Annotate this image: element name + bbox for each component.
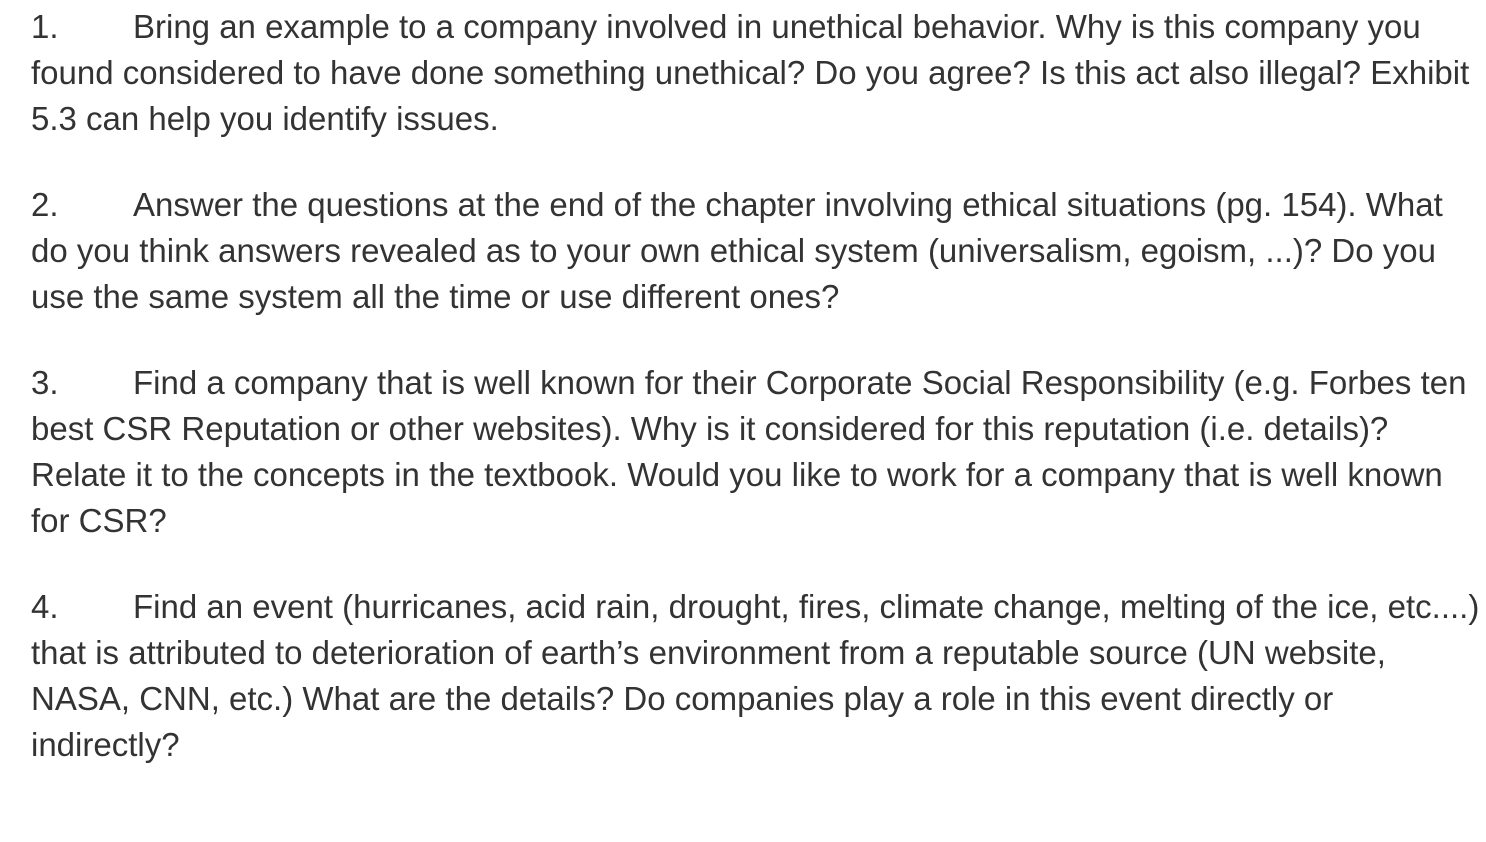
question-3 xyxy=(31,360,1481,544)
question-number: 4. xyxy=(31,588,59,625)
question-number: 2. xyxy=(31,186,59,223)
question-text: Find a company that is well known for their Corporate Social Responsibility (e.g. Forbes ten best CSR Reputation or other websites). Why is it considered for this reputation (i.e. details)? Relate it to the concepts in the textbook. Would you like to work for a company that is well known for CSR? xyxy=(31,364,1467,539)
question-number: 1. xyxy=(31,8,59,45)
question-4 xyxy=(31,584,1481,768)
question-number: 3. xyxy=(31,364,59,401)
question-text: Bring an example to a company involved in unethical behavior. Why is this company you found considered to have done something unethical? Do you agree? Is this act also illegal? Exhibit 5.3 can help you identify issues. xyxy=(31,8,1470,137)
question-1 xyxy=(31,4,1481,142)
question-text: Find an event (hurricanes, acid rain, drought, fires, climate change, melting of the ice, etc....) that is attributed to deterioration of earth’s environment from a reputable source (UN website, NASA, CNN, etc.) What are the details? Do companies play a role in this event directly or indirectly? xyxy=(31,588,1480,763)
question-2 xyxy=(31,182,1481,320)
assignment-questions xyxy=(31,4,1481,808)
question-text: Answer the questions at the end of the chapter involving ethical situations (pg. 154). What do you think answers revealed as to your own ethical system (universalism, egoism, ...)? Do you use the same system all the time or use different ones? xyxy=(31,186,1443,315)
